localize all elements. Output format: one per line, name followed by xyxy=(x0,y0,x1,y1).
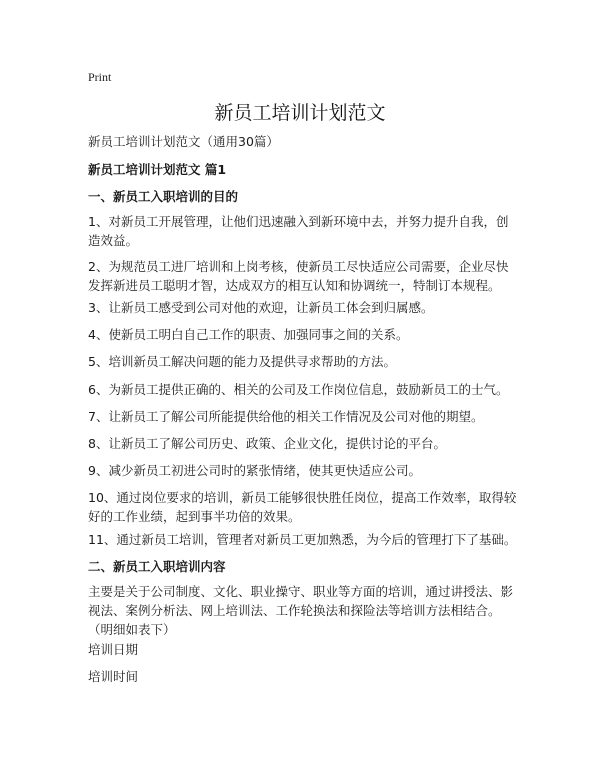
heading-content: 二、新员工入职培训内容 xyxy=(88,559,226,574)
list-item: 9、减少新员工初进公司时的紧张情绪，使其更快适应公司。 xyxy=(88,463,421,478)
list-item: 10、通过岗位要求的培训，新员工能够很快胜任岗位，提高工作效率，取得较好的工作业绩，起到事半功倍的效果。 xyxy=(88,490,517,524)
list-item: 5、培训新员工解决问题的能力及提供寻求帮助的方法。 xyxy=(88,354,396,369)
document-title: 新员工培训计划范文 xyxy=(214,102,386,124)
heading-purpose: 一、新员工入职培训的目的 xyxy=(88,189,239,204)
list-item: 3、让新员工感受到公司对他的欢迎，让新员工体会到归属感。 xyxy=(88,300,434,315)
list-item: 11、通过新员工培训，管理者对新员工更加熟悉，为今后的管理打下了基础。 xyxy=(88,532,517,547)
list-item: 6、为新员工提供正确的、相关的公司及工作岗位信息，鼓励新员工的士气。 xyxy=(88,382,509,397)
list-item: 1、对新员工开展管理，让他们迅速融入到新环境中去，并努力提升自我，创造效益。 xyxy=(88,214,509,248)
list-item: 2、为规范员工进厂培训和上岗考核，使新员工尽快适应公司需要，企业尽快发挥新进员工聪明才智，达成双方的相互认知和协调统一，特制订本规程。 xyxy=(88,259,509,293)
content-paragraph: 主要是关于公司制度、文化、职业操守、职业等方面的培训，通过讲授法、影视法、案例分析法、网上培训法、工作轮换法和探险法等培训方法相结合。（明细如表下） xyxy=(88,584,514,637)
list-item: 8、让新员工了解公司历史、政策、企业文化，提供讨论的平台。 xyxy=(88,436,446,451)
section-heading: 新员工培训计划范文 篇1 xyxy=(88,162,227,177)
list-item: 7、让新员工了解公司所能提供给他的相关工作情况及公司对他的期望。 xyxy=(88,409,484,424)
print-link[interactable]: Print xyxy=(88,70,112,84)
label-training-date: 培训日期 xyxy=(88,642,139,657)
document-subtitle: 新员工培训计划范文（通用30篇） xyxy=(88,134,279,149)
list-item: 4、使新员工明白自己工作的职责、加强同事之间的关系。 xyxy=(88,327,409,342)
label-training-time: 培训时间 xyxy=(88,669,139,684)
